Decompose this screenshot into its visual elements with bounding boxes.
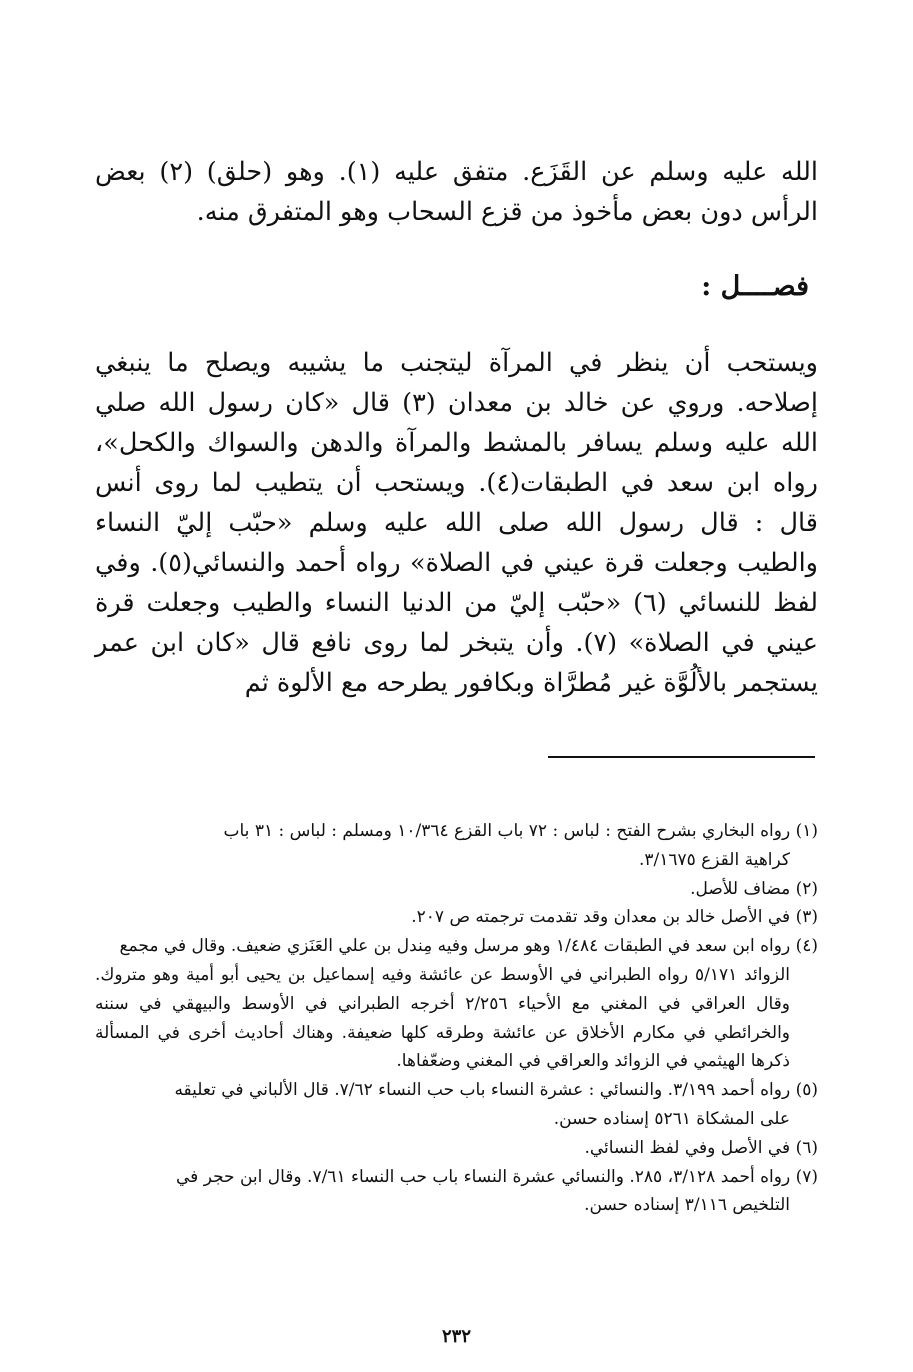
footnote-1-rest: كراهية القزع ٣/١٦٧٥. xyxy=(638,849,790,870)
footnote-6-first: (٦) في الأصل وفي لفظ النسائي. xyxy=(584,1137,818,1158)
footnote-5-first: (٥) رواه أحمد ٣/١٩٩. والنسائي : عشرة النساء باب حب النساء ٧/٦٢. قال الألباني في تعليقه xyxy=(174,1080,818,1101)
footnote-7 xyxy=(95,1163,818,1221)
footnotes-list xyxy=(95,817,818,1220)
footnote-1 xyxy=(95,817,818,875)
body-paragraph: ويستحب أن ينظر في المرآة ليتجنب ما يشيبه ويصلح ما ينبغي إصلاحه. وروي عن خالد بن معدان (٣) قال «كان رسول الله صلي الله عليه وسلم يسافر بالمشط والمرآة والدهن والسواك والكحل»، رواه ابن سعد في الطبقات(٤). ويستحب أن يتطيب لما روى أنس قال : قال رسول الله صلى الله عليه وسلم «حبّب إليّ النساء والطيب وجعلت قرة عيني في الصلاة» رواه أحمد والنسائي(٥). وفي لفظ للنسائي (٦) «حبّب إليّ من الدنيا النساء والطيب وجعلت قرة عيني في الصلاة» (٧). وأن يتبخر لما روى نافع قال «كان ابن عمر يستجمر بالألُوَّة غير مُطرَّاة وبكافور يطرحه مع الألوة ثم xyxy=(95,348,818,698)
footnote-5-rest: على المشكاة ٥٢٦١ إسناده حسن. xyxy=(553,1108,790,1129)
footnote-3-first: (٣) في الأصل خالد بن معدان وقد تقدمت ترجمته ص ٢٠٧. xyxy=(411,907,818,928)
footnote-5 xyxy=(95,1076,818,1134)
footnote-4 xyxy=(95,932,818,1076)
footnote-4-first: (٤) رواه ابن سعد في الطبقات ١/٤٨٤ وهو مرسل وفيه مِندل بن علي العَنَزي ضعيف. وقال في مجمع xyxy=(119,936,818,957)
footnote-7-first: (٧) رواه أحمد ٣/١٢٨، ٢٨٥. والنسائي عشرة النساء باب حب النساء ٧/٦١. وقال ابن حجر في xyxy=(176,1166,818,1187)
section-heading xyxy=(701,270,809,304)
section-heading-end: ــل : xyxy=(701,271,757,302)
footnote-1-first: (١) رواه البخاري بشرح الفتح : لباس : ٧٢ باب القزع ١٠/٣٦٤ ومسلم : لباس : ٣١ باب xyxy=(223,821,818,841)
footnote-6 xyxy=(95,1134,818,1163)
intro-paragraph: الله عليه وسلم عن القَزَع. متفق عليه (١). وهو (حلق) (٢) بعض الرأس دون بعض مأخوذ من قزع السحاب وهو المتفرق منه. xyxy=(95,157,819,227)
footnote-4-rest: الزوائد ٥/١٧١ رواه الطبراني في الأوسط عن عائشة وفيه إسماعيل بن يحيى أبو أمية وهو متروك. وقال العراقي في المغني مع الأحياء ٢/٢٥٦ أخرجه الطبراني في الأوسط والبيهقي في سننه والخرائطي في مكارم الأخلاق عن عائشة وطرقه كلها ضعيفة. وهناك أحاديث أخرى في المسألة ذكرها الهيثمي في الزوائد والعراقي في المغني وضعّفاها. xyxy=(95,964,791,1072)
footnote-separator xyxy=(548,756,815,758)
footnote-2-first: (٢) مضاف للأصل. xyxy=(690,878,818,899)
footnote-7-rest: التلخيص ٣/١١٦ إسناده حسن. xyxy=(584,1195,790,1216)
section-heading-start: فصــ xyxy=(756,271,809,302)
page-number: ٢٣٢ xyxy=(441,1326,471,1347)
footnote-2 xyxy=(95,875,818,904)
footnote-3 xyxy=(95,903,818,932)
